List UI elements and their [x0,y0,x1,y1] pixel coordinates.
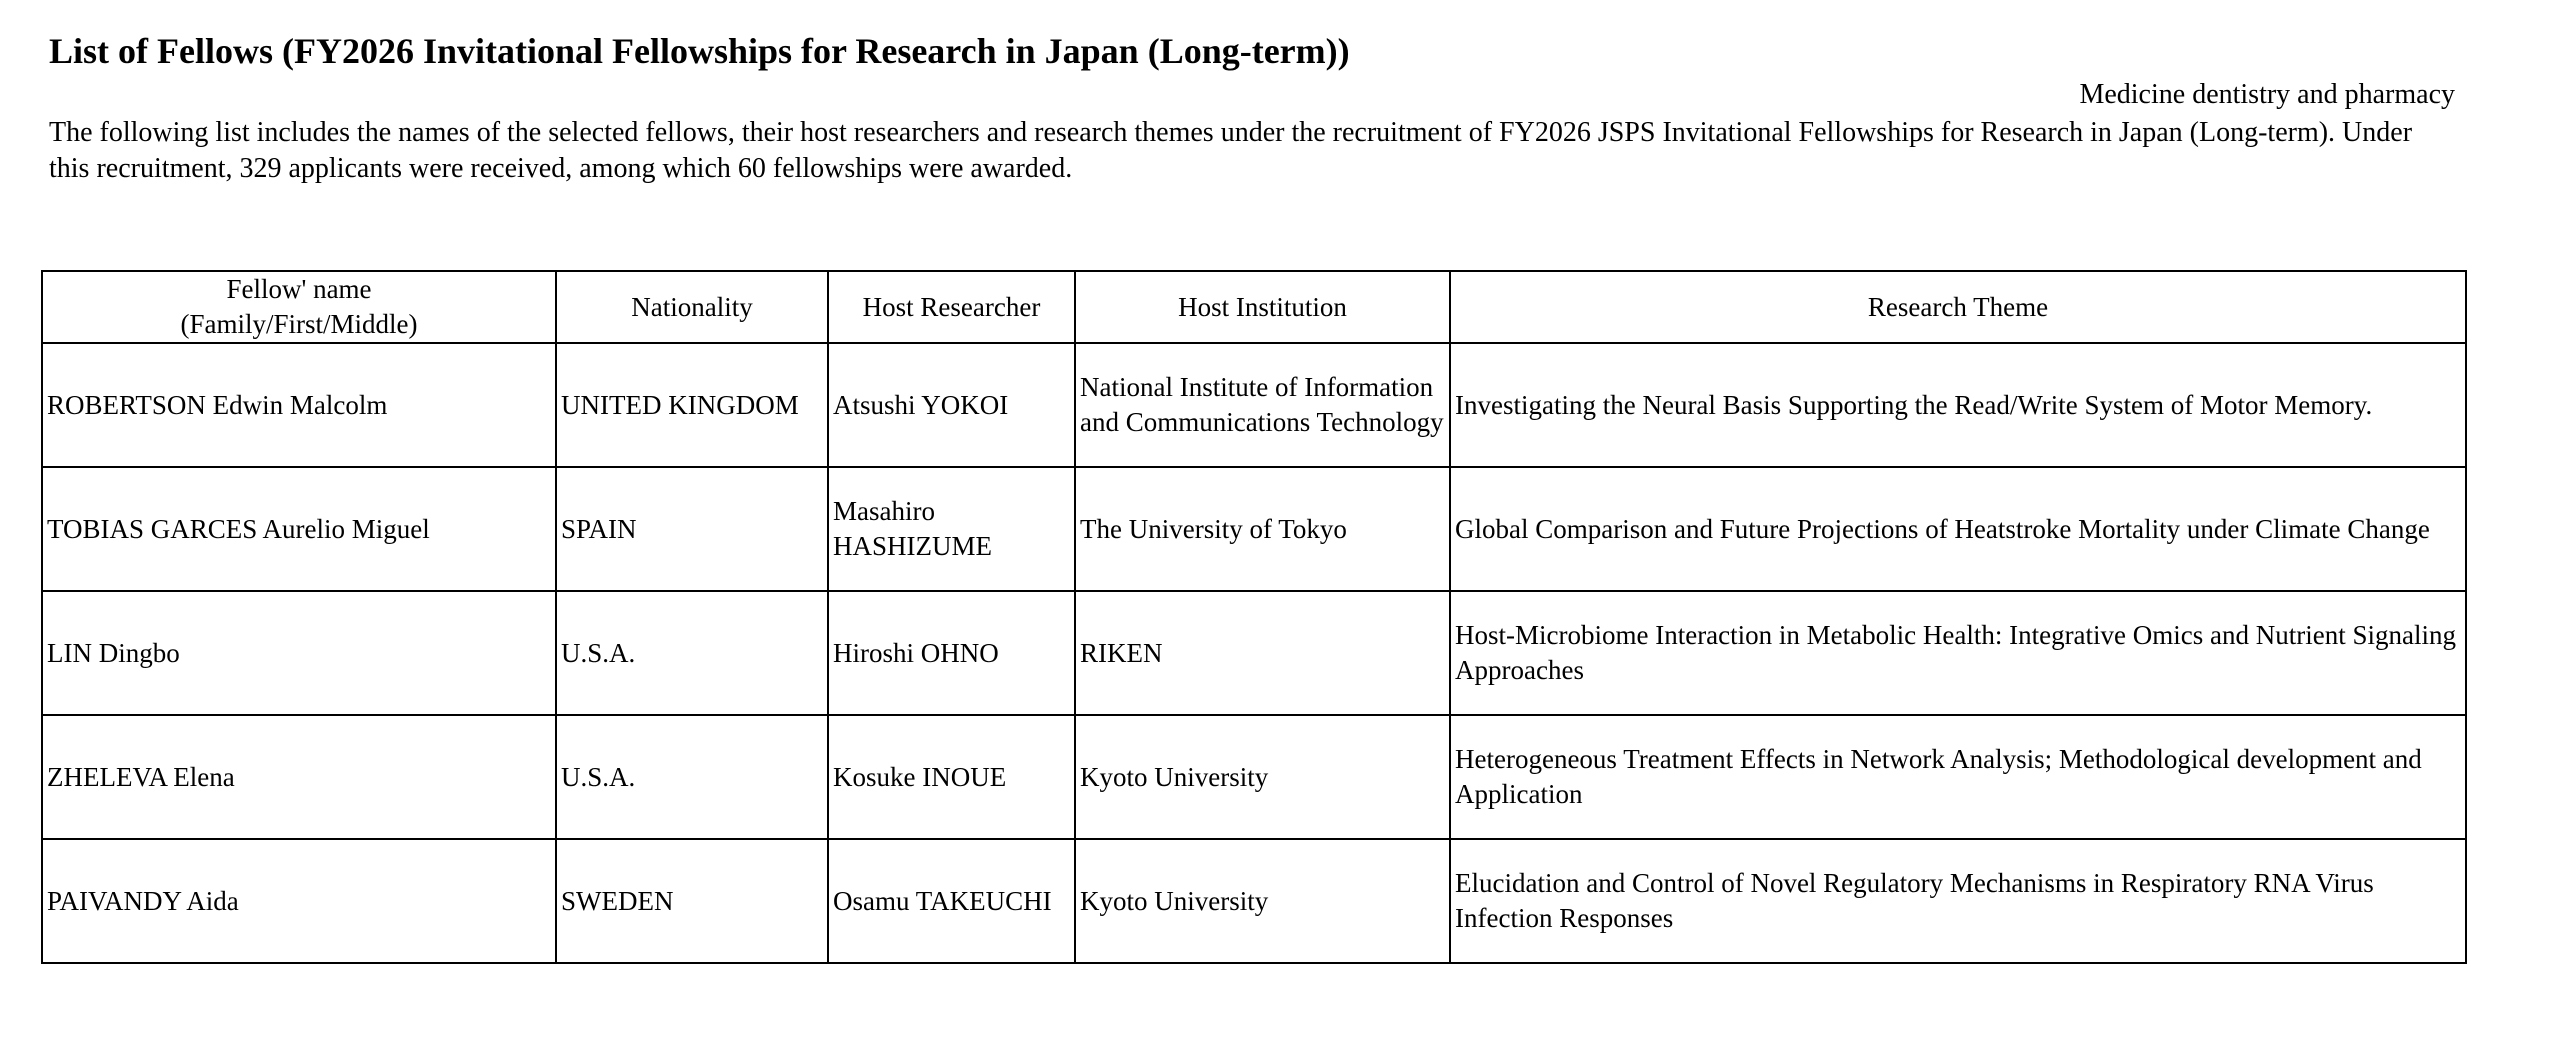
cell-host-institution: Kyoto University [1075,715,1450,839]
cell-host-institution: RIKEN [1075,591,1450,715]
cell-research-theme: Elucidation and Control of Novel Regulatory Mechanisms in Respiratory RNA Virus Infection Responses [1450,839,2466,963]
cell-host-institution: Kyoto University [1075,839,1450,963]
table-row [42,839,2466,963]
table-header [42,271,2466,343]
header-host-institution: Host Institution [1075,271,1450,343]
header-fellow-name-line2: (Family/First/Middle) [180,309,418,339]
table-row [42,715,2466,839]
cell-research-theme: Host-Microbiome Interaction in Metabolic Health: Integrative Omics and Nutrient Signaling Approaches [1450,591,2466,715]
cell-nationality: SPAIN [556,467,828,591]
cell-host-researcher: Osamu TAKEUCHI [828,839,1075,963]
header-row [42,271,2466,343]
table-body [42,343,2466,963]
table-row [42,467,2466,591]
cell-nationality: SWEDEN [556,839,828,963]
cell-nationality: U.S.A. [556,715,828,839]
cell-host-researcher: Hiroshi OHNO [828,591,1075,715]
cell-fellow-name: PAIVANDY Aida [42,839,556,963]
cell-research-theme: Global Comparison and Future Projections of Heatstroke Mortality under Climate Change [1450,467,2466,591]
cell-host-institution: The University of Tokyo [1075,467,1450,591]
cell-research-theme: Investigating the Neural Basis Supporting the Read/Write System of Motor Memory. [1450,343,2466,467]
cell-host-institution: National Institute of Information and Communications Technology [1075,343,1450,467]
cell-nationality: U.S.A. [556,591,828,715]
cell-host-researcher: Kosuke INOUE [828,715,1075,839]
table-row [42,343,2466,467]
cell-host-researcher: Masahiro HASHIZUME [828,467,1075,591]
cell-fellow-name: ZHELEVA Elena [42,715,556,839]
header-host-researcher: Host Researcher [828,271,1075,343]
fellows-table [41,270,2467,964]
intro-paragraph: The following list includes the names of the selected fellows, their host researchers and research themes under the recruitment of FY2026 JSPS Invitational Fellowships for Research in Japan (Long-term). Under this recruitment, 329 applicants were received, among which 60 fellowships were awarded. [49,117,2413,184]
cell-research-theme: Heterogeneous Treatment Effects in Network Analysis; Methodological development and Application [1450,715,2466,839]
header-fellow-name [42,271,556,343]
header-research-theme: Research Theme [1450,271,2466,343]
header-fellow-name-line1: Fellow' name [226,274,372,304]
cell-fellow-name: LIN Dingbo [42,591,556,715]
research-field-label: Medicine dentistry and pharmacy [2079,79,2455,110]
page-title: List of Fellows (FY2026 Invitational Fellowships for Research in Japan (Long-term)) [49,31,1350,71]
cell-host-researcher: Atsushi YOKOI [828,343,1075,467]
table-row [42,591,2466,715]
cell-nationality: UNITED KINGDOM [556,343,828,467]
header-nationality: Nationality [556,271,828,343]
cell-fellow-name: ROBERTSON Edwin Malcolm [42,343,556,467]
cell-fellow-name: TOBIAS GARCES Aurelio Miguel [42,467,556,591]
